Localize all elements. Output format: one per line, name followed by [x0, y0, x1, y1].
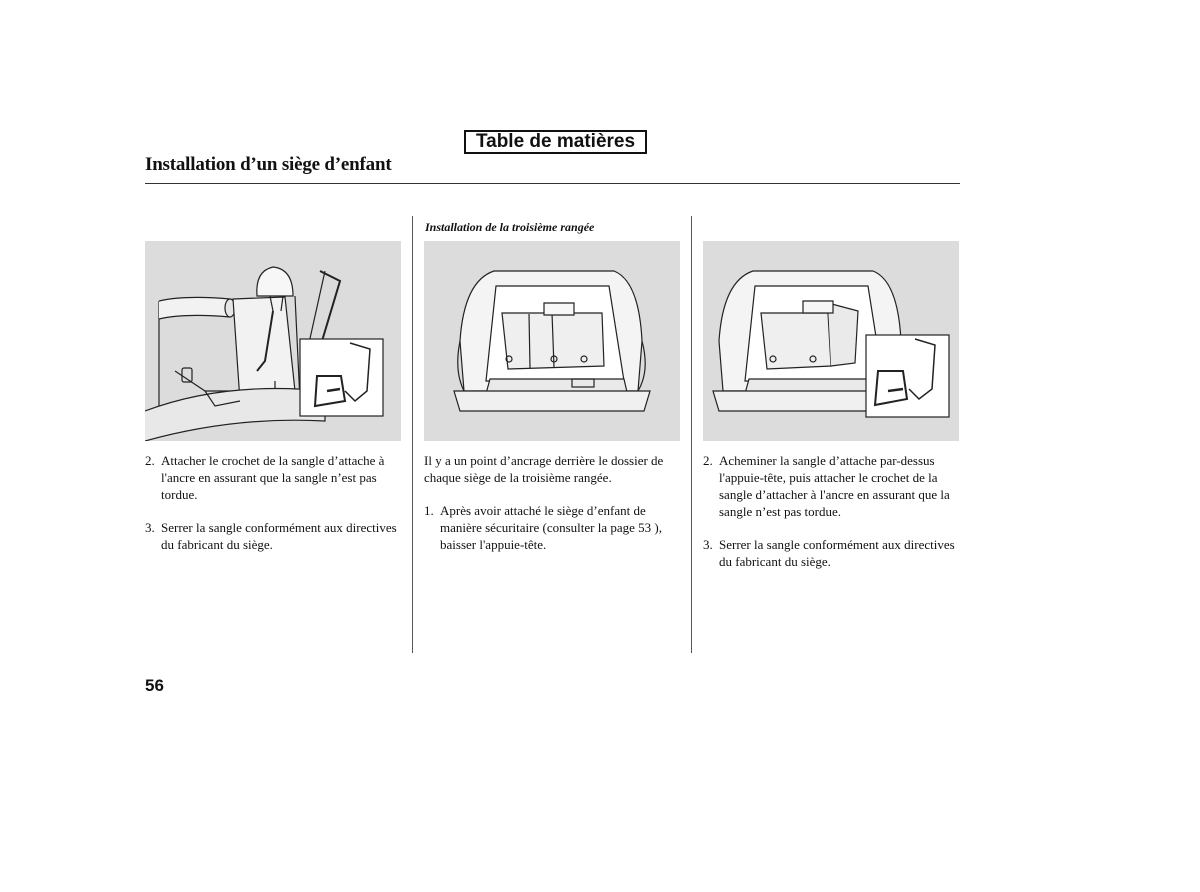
intro-paragraph: Il y a un point d’ancrage derrière le dossier de chaque siège de la troisième rangée. — [424, 453, 664, 485]
page-number: 56 — [145, 676, 164, 695]
page-title: Installation d’un siège d’enfant — [145, 154, 392, 175]
list-item: 1. Après avoir attaché le siège d’enfant de manière sécuritaire (consulter la page 53 ), baisser l'appuie-tête. — [424, 503, 662, 552]
column-divider-right — [691, 216, 692, 653]
figure-tether-over-headrest — [703, 241, 959, 441]
right-column — [703, 452, 961, 570]
figure-seat-tether — [145, 241, 401, 441]
table-of-contents-button[interactable]: Table de matières — [464, 130, 647, 154]
list-item: 3. Serrer la sangle conformément aux directives du fabricant du siège. — [145, 520, 397, 552]
list-item: 2. Attacher le crochet de la sangle d’attache à l'ancre en assurant que la sangle n’est pas tordue. — [145, 453, 385, 502]
list-item: 2. Acheminer la sangle d’attache par-dessus l'appuie-tête, puis attacher le crochet de la sangle d’attacher à l'ancre en assurant que la sangle n’est pas tordue. — [703, 453, 950, 519]
figure-cargo-third-row — [424, 241, 680, 441]
column-divider-left — [412, 216, 413, 653]
left-column — [145, 452, 400, 553]
middle-column — [424, 452, 680, 553]
title-rule — [145, 183, 960, 184]
section-subheading: Installation de la troisième rangée — [425, 220, 595, 234]
list-item: 3. Serrer la sangle conformément aux directives du fabricant du siège. — [703, 537, 955, 569]
